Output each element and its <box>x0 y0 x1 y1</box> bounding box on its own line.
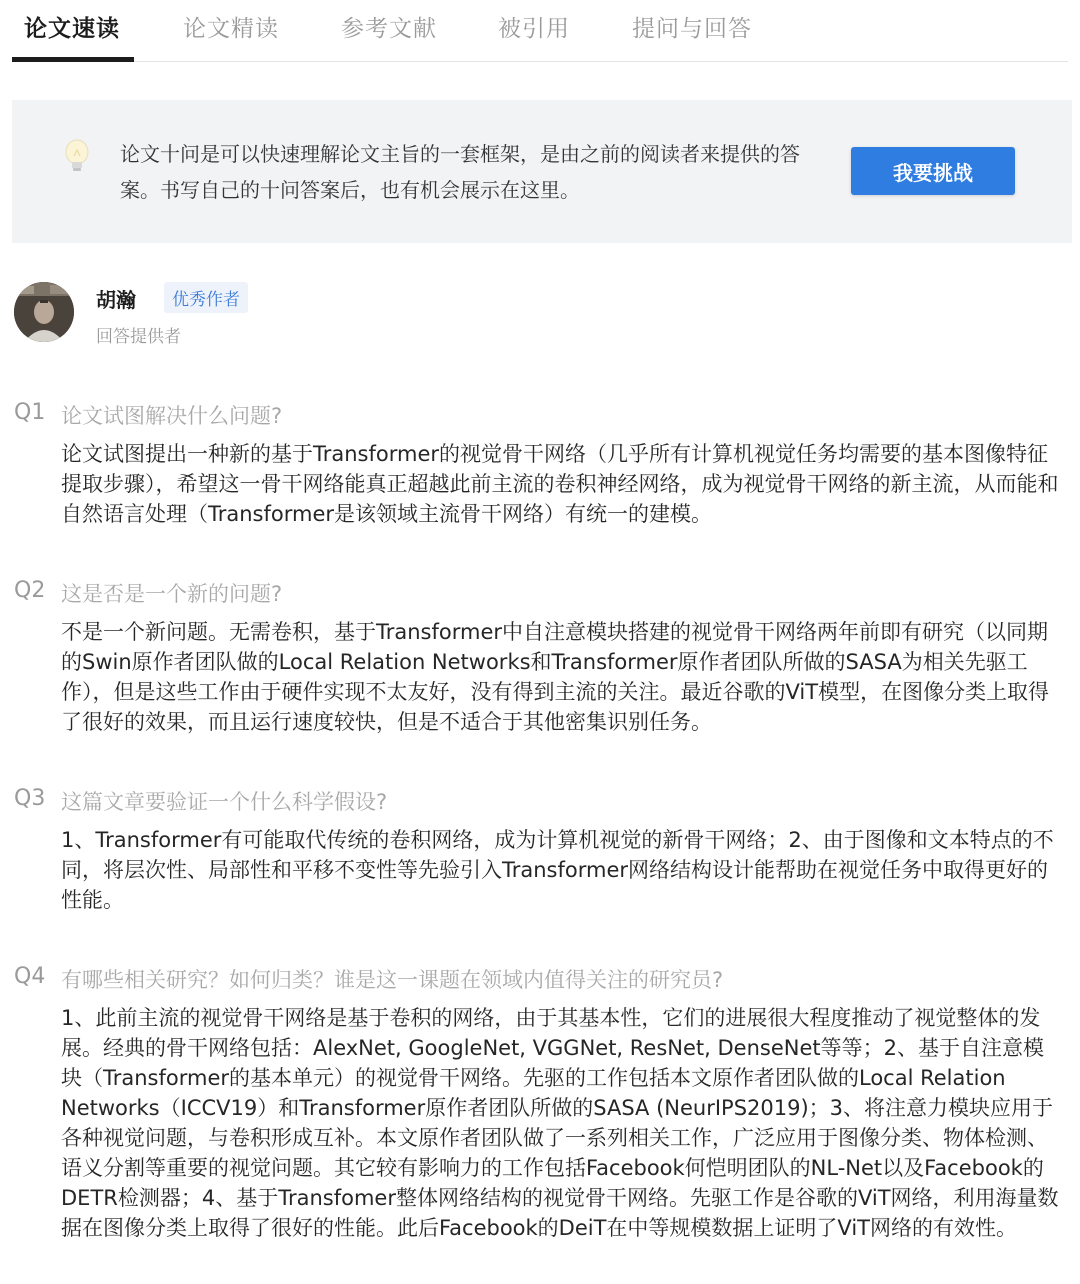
author-name[interactable]: 胡瀚 <box>96 288 136 312</box>
answer-text: 1、此前主流的视觉骨干网络是基于卷积的网络，由于其基本性，它们的进展很大程度推动了视觉整体的发展。经典的骨干网络包括：AlexNet, GoogleNet, VGGNet, ResNet, DenseNet等等；2、基于自注意模块（Transformer的基本单元）的视觉骨干网络。先驱的工作包括本文原作者团队做的Local Relation Networks（ICCV19）和Transformer原作者团队所做的SASA (NeurIPS2019)；3、将注意力模块应用于各种视觉问题，与卷积形成互补。本文原作者团队做了一系列相关工作，广泛应用于图像分类、物体检测、语义分割等重要的视觉问题。其它较有影响力的工作包括Facebook何恺明团队的NL-Net以及Facebook的DETR检测器；4、基于Transfomer整体网络结构的视觉骨干网络。先驱工作是谷歌的ViT网络，利用海量数据在图像分类上取得了很好的性能。此后Facebook的DeiT在中等规模数据上证明了ViT网络的有效性。 <box>61 1006 1059 1240</box>
qa-item <box>14 400 1070 529</box>
qa-item <box>14 786 1070 915</box>
question-number: Q4 <box>14 964 46 989</box>
avatar[interactable] <box>14 282 74 342</box>
active-tab-indicator <box>12 57 134 62</box>
tab-deep-read[interactable]: 论文精读 <box>183 16 279 42</box>
tab-cited-by[interactable]: 被引用 <box>498 16 570 42</box>
author-card <box>14 282 614 352</box>
qa-item <box>14 578 1070 737</box>
question-text: 这是否是一个新的问题? <box>61 582 283 606</box>
tab-bar <box>12 0 1068 62</box>
author-role: 回答提供者 <box>96 327 181 347</box>
tab-qa[interactable]: 提问与回答 <box>632 16 752 42</box>
question-number: Q1 <box>14 400 46 425</box>
notice-banner <box>12 100 1072 243</box>
question-number: Q2 <box>14 578 46 603</box>
question-row <box>14 786 1070 820</box>
question-row <box>14 578 1070 612</box>
question-text: 有哪些相关研究？如何归类？谁是这一课题在领域内值得关注的研究员? <box>61 968 724 992</box>
author-badge: 优秀作者 <box>164 282 248 313</box>
notice-text: 论文十问是可以快速理解论文主旨的一套框架，是由之前的阅读者来提供的答案。书写自己的十问答案后，也有机会展示在这里。 <box>120 142 800 202</box>
question-row <box>14 964 1070 998</box>
tab-references[interactable]: 参考文献 <box>341 16 437 42</box>
question-text: 这篇文章要验证一个什么科学假设? <box>61 790 388 814</box>
question-number: Q3 <box>14 786 46 811</box>
challenge-button[interactable]: 我要挑战 <box>851 147 1015 195</box>
lightbulb-icon <box>62 138 92 178</box>
tab-quick-read[interactable]: 论文速读 <box>24 16 120 42</box>
answer-text: 论文试图提出一种新的基于Transformer的视觉骨干网络（几乎所有计算机视觉任务均需要的基本图像特征提取步骤），希望这一骨干网络能真正超越此前主流的卷积神经网络，成为视觉骨干网络的新主流，从而能和自然语言处理（Transformer是该领域主流骨干网络）有统一的建模。 <box>61 442 1059 526</box>
qa-item <box>14 964 1070 1243</box>
answer-text: 不是一个新问题。无需卷积，基于Transformer中自注意模块搭建的视觉骨干网络两年前即有研究（以同期的Swin原作者团队做的Local Relation Networks和Transformer原作者团队所做的SASA为相关先驱工作），但是这些工作由于硬件实现不太友好，没有得到主流的关注。最近谷歌的ViT模型，在图像分类上取得了很好的效果，而且运行速度较快，但是不适合于其他密集识别任务。 <box>61 620 1050 734</box>
question-row <box>14 400 1070 434</box>
question-text: 论文试图解决什么问题? <box>61 404 283 428</box>
answer-text: 1、Transformer有可能取代传统的卷积网络，成为计算机视觉的新骨干网络；2、由于图像和文本特点的不同，将层次性、局部性和平移不变性等先验引入Transformer网络结构设计能帮助在视觉任务中取得更好的性能。 <box>61 828 1054 912</box>
